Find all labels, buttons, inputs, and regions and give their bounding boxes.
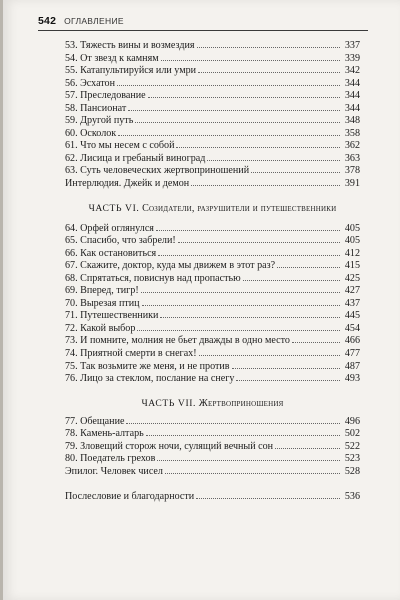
toc-entry-title: 54. От звезд к камням [65, 52, 159, 64]
dot-leader [128, 110, 340, 111]
toc-entry-page: 405 [344, 235, 360, 247]
toc-section-a [65, 40, 360, 191]
part-title: Жертвоприношения [198, 397, 284, 409]
toc-entry-page: 412 [344, 247, 360, 259]
dot-leader [176, 147, 340, 148]
toc-entry-page: 477 [344, 348, 360, 360]
dot-leader [142, 305, 340, 306]
toc-entry [65, 260, 360, 273]
toc-entry [65, 348, 360, 361]
toc-entry-title: 60. Осколок [65, 127, 117, 139]
toc-section-b [65, 223, 360, 386]
dot-leader [236, 380, 340, 381]
dot-leader [191, 185, 340, 186]
toc-entry [65, 65, 360, 78]
toc-entry [65, 90, 360, 103]
dot-leader [232, 368, 340, 369]
toc-entry-title: 59. Другой путь [65, 115, 134, 127]
toc-entry-page: 405 [344, 222, 360, 234]
dot-leader [207, 160, 340, 161]
toc-entry-page: 427 [344, 285, 360, 297]
toc-entry-page: 536 [344, 491, 360, 503]
dot-leader [160, 317, 340, 318]
toc-entry-title: 72. Какой выбор [65, 322, 136, 334]
part-title: Созидатели, разрушители и путешественники [142, 202, 337, 214]
toc-entry-page: 522 [344, 440, 360, 452]
toc-entry-page: 425 [344, 272, 360, 284]
dot-leader [135, 122, 340, 123]
part-seven-heading [65, 398, 360, 410]
toc-entry [65, 165, 360, 178]
toc-entry-title: 56. Эсхатон [65, 77, 116, 89]
toc-entry-page: 358 [344, 127, 360, 139]
toc-entry [65, 273, 360, 286]
toc-entry-title: Послесловие и благодарности [65, 491, 195, 503]
part-six-heading [65, 203, 360, 215]
toc-entry [65, 40, 360, 53]
toc-entry-page: 339 [344, 52, 360, 64]
running-title: ОГЛАВЛЕНИЕ [64, 16, 124, 26]
toc-entry-title: 73. И помните, молния не бьет дважды в одно место [65, 335, 290, 347]
toc-entry [65, 416, 360, 429]
toc-entry-page: 344 [344, 102, 360, 114]
toc-entry-title: 62. Лисица и гребаный виноград [65, 152, 206, 164]
toc-entry [65, 466, 360, 479]
dot-leader [117, 85, 340, 86]
toc-entry-title: 65. Спасибо, что забрели! [65, 235, 176, 247]
dot-leader [118, 135, 340, 136]
dot-leader [156, 230, 340, 231]
dot-leader [197, 47, 340, 48]
toc-entry-title: 78. Камень-алтарь [65, 428, 144, 440]
toc-entry-page: 363 [344, 152, 360, 164]
toc-entry-title: 79. Зловещий сторож ночи, сулящий вечный сон [65, 440, 274, 452]
dot-leader [165, 473, 340, 474]
dot-leader [137, 330, 340, 331]
toc-entry-title: 66. Как остановиться [65, 247, 157, 259]
toc-entry [65, 103, 360, 116]
dot-leader [157, 460, 340, 461]
toc-entry-title: 75. Так возьмите же меня, и не против [65, 360, 230, 372]
toc-entry-page: 445 [344, 310, 360, 322]
toc-entry [65, 335, 360, 348]
toc-entry-page: 523 [344, 453, 360, 465]
dot-leader [275, 448, 340, 449]
dot-leader [243, 280, 340, 281]
dot-leader [198, 72, 340, 73]
toc-entry [65, 223, 360, 236]
toc-entry-page: 493 [344, 373, 360, 385]
toc-entry-title: 71. Путешественники [65, 310, 159, 322]
toc-entry-title: 70. Вырезая птиц [65, 297, 140, 309]
toc-entry-page: 344 [344, 77, 360, 89]
toc-entry-page: 502 [344, 428, 360, 440]
toc-entry-title: 53. Тяжесть вины и возмездия [65, 40, 195, 51]
toc-entry [65, 373, 360, 386]
toc-entry [65, 441, 360, 454]
toc-entry-title: Интерлюдия. Джейк и демон [65, 178, 190, 190]
toc-entry-page: 378 [344, 165, 360, 177]
dot-leader [196, 498, 340, 499]
dot-leader [251, 172, 340, 173]
toc-entry [65, 323, 360, 336]
toc-entry [65, 428, 360, 441]
toc-entry-title: 64. Орфей оглянулся [65, 222, 154, 234]
toc-entry [65, 310, 360, 323]
dot-leader [199, 355, 340, 356]
page-header [38, 14, 368, 31]
toc-entry-page: 362 [344, 140, 360, 152]
dot-leader [161, 60, 340, 61]
toc-entry [65, 248, 360, 261]
toc-entry-title: 67. Скажите, доктор, куда мы движем в этот раз? [65, 260, 276, 272]
toc-entry-title: 58. Пансионат [65, 102, 127, 114]
toc-entry-page: 466 [344, 335, 360, 347]
toc-entry-title: 76. Лицо за стеклом, послание на снегу [65, 373, 235, 385]
toc-entry-page: 337 [344, 40, 360, 51]
toc-entry [65, 53, 360, 66]
table-of-contents [65, 40, 360, 504]
toc-entry-page: 454 [344, 322, 360, 334]
toc-entry-page: 528 [344, 465, 360, 477]
toc-entry-page: 344 [344, 90, 360, 102]
part-label: ЧАСТЬ VI. [88, 202, 140, 214]
toc-entry-title: 63. Суть человеческих жертвоприношений [65, 165, 250, 177]
toc-entry [65, 298, 360, 311]
toc-entry-page: 437 [344, 297, 360, 309]
toc-entry [65, 115, 360, 128]
toc-entry [65, 285, 360, 298]
toc-section-c [65, 416, 360, 479]
toc-entry [65, 153, 360, 166]
toc-entry-title: 74. Приятной смерти в снегах! [65, 348, 197, 360]
dot-leader [158, 255, 340, 256]
toc-entry [65, 235, 360, 248]
toc-entry-title: 69. Вперед, тигр! [65, 285, 139, 297]
toc-entry-page: 496 [344, 415, 360, 427]
dot-leader [126, 423, 340, 424]
dot-leader [277, 267, 340, 268]
toc-entry-title: 55. Катапультируйся или умри [65, 65, 197, 77]
toc-entry-title: 68. Спрятаться, повиснув над пропастью [65, 272, 241, 284]
toc-entry [65, 453, 360, 466]
toc-entry-page: 348 [344, 115, 360, 127]
toc-entry [65, 78, 360, 91]
toc-entry [65, 361, 360, 374]
toc-entry-title: Эпилог. Человек чисел [65, 465, 163, 477]
toc-entry-page: 487 [344, 360, 360, 372]
toc-entry-title: 80. Поедатель грехов [65, 453, 156, 465]
toc-entry [65, 128, 360, 141]
dot-leader [148, 97, 340, 98]
toc-entry-page: 391 [344, 178, 360, 190]
dot-leader [141, 292, 340, 293]
section-gap [65, 478, 360, 491]
toc-entry-page: 415 [344, 260, 360, 272]
toc-entry-title: 61. Что мы несем с собой [65, 140, 175, 152]
part-label: ЧАСТЬ VII. [141, 397, 197, 409]
toc-entry-title: 77. Обещание [65, 415, 125, 427]
dot-leader [146, 435, 340, 436]
page-number: 542 [38, 15, 57, 27]
toc-entry [65, 140, 360, 153]
toc-entry [65, 178, 360, 191]
toc-entry-page: 342 [344, 65, 360, 77]
dot-leader [292, 342, 340, 343]
dot-leader [178, 242, 340, 243]
toc-entry-afterword [65, 491, 360, 504]
toc-entry-title: 57. Преследование [65, 90, 146, 102]
